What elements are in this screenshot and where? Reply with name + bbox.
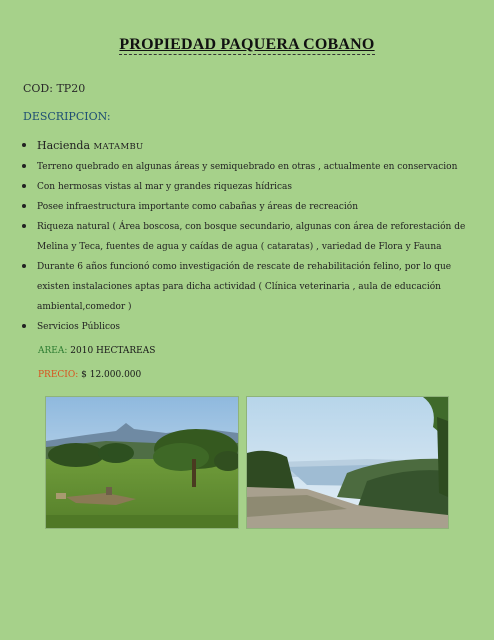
feature-list: [22, 136, 472, 337]
area-value: 2010 HECTAREAS: [70, 346, 156, 356]
list-item-text: Posee infraestructura importante como cabañas y áreas de recreación: [37, 202, 359, 212]
list-item: [22, 217, 472, 257]
bullet-icon: [22, 204, 26, 208]
title-text: PROPIEDAD PAQUERA COBANO: [119, 36, 375, 53]
list-item-text: ambiental,comedor ): [37, 302, 132, 312]
area-line: [38, 346, 155, 356]
list-item-text: existen instalaciones aptas para dicha actividad ( Clínica veterinaria , aula de educación: [37, 282, 441, 292]
bullet-icon: [22, 164, 26, 168]
price-value: $ 12.000.000: [81, 370, 142, 380]
price-line: [38, 370, 141, 380]
hacienda-name: MATAMBU: [93, 142, 144, 152]
hacienda-label: Hacienda: [37, 139, 91, 152]
list-item: [22, 157, 472, 177]
list-item: [22, 177, 472, 197]
list-item: [22, 257, 472, 317]
bullet-icon: [22, 143, 26, 147]
list-item-text: Melina y Teca, fuentes de agua y caídas de agua ( cataratas) , variedad de Flora y Fauna: [37, 242, 442, 252]
description-heading: DESCRIPCION:: [23, 110, 111, 123]
list-item-text: Riqueza natural ( Área boscosa, con bosque secundario, algunas con área de reforestación de: [37, 222, 466, 232]
pasture-with-trees-photo: [45, 396, 239, 529]
list-item-text: Con hermosas vistas al mar y grandes riquezas hídricas: [37, 182, 293, 192]
page-title: [0, 36, 494, 54]
bullet-icon: [22, 224, 26, 228]
list-item-text: Durante 6 años funcionó como investigación de rescate de rehabilitación felino, por lo que: [37, 262, 452, 272]
list-item: [22, 317, 472, 337]
list-item: [22, 197, 472, 217]
sea-view-hills-photo: [246, 396, 449, 529]
price-label: PRECIO:: [38, 370, 79, 380]
bullet-icon: [22, 324, 26, 328]
bullet-icon: [22, 264, 26, 268]
list-item-text: Servicios Públicos: [37, 322, 121, 332]
area-label: AREA:: [38, 346, 68, 356]
list-item: [22, 136, 472, 157]
bullet-icon: [22, 184, 26, 188]
list-item-text: Terreno quebrado en algunas áreas y semiquebrado en otras , actualmente en conservacion: [37, 162, 458, 172]
property-code: COD: TP20: [23, 82, 86, 95]
